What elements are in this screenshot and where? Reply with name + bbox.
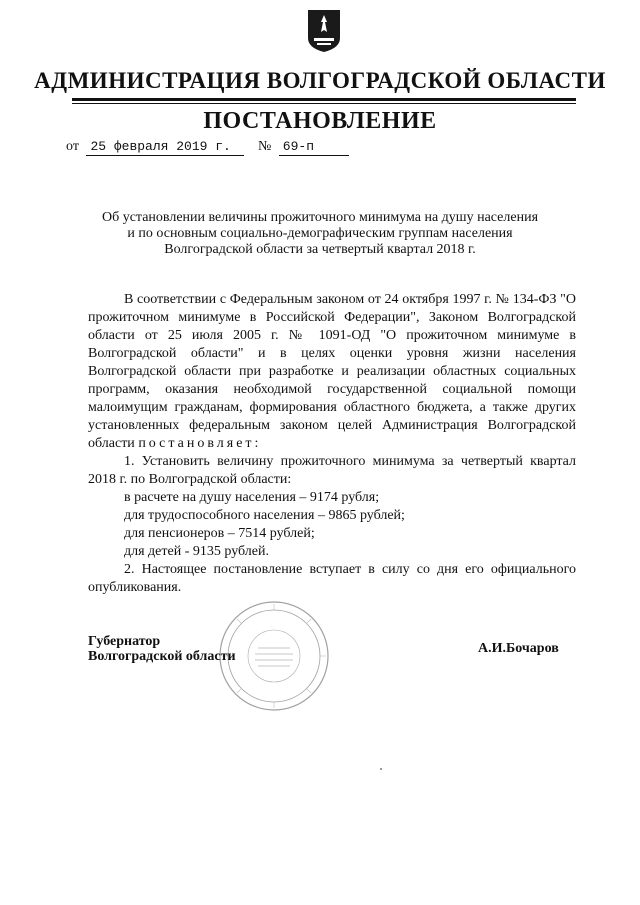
number-value: 69-п (279, 139, 349, 156)
header-rule-thick (72, 98, 576, 101)
subject-line: Волгоградской области за четвертый квартал 2018 г. (164, 242, 476, 257)
preamble-paragraph (88, 291, 576, 453)
item-1-paragraph: 1. Установить величину прожиточного минимума за четвертый квартал 2018 г. по Волгоградской области: (88, 454, 576, 487)
decree-word: постановляет: (138, 436, 262, 451)
header-rule-thin (72, 103, 576, 104)
signature-position (88, 634, 236, 664)
preamble-text: В соответствии с Федеральным законом от 24 октября 1997 г. № 134-ФЗ "О прожиточном минимуме в Российской Федерации", Законом Волгоградской области от 25 июля 2005 г. № 1091-ОД "О прожиточном минимуме в Волгоградской области" и в целях оценки уровня жизни населения Волгоградской области при разработке и реализации областных социальных программ, оказания необходимой государственной социальной помощи малоимущим гражданам, формирования областного бюджета, а также других установленных федеральным законом целей Администрация Волгоградской области (88, 292, 576, 451)
subject-line: и по основным социально-демографическим группам населения (127, 226, 513, 241)
document-subject (60, 210, 580, 258)
sub-item-working-age: для трудоспособного населения – 9865 рублей; (124, 508, 405, 523)
date-number-line (66, 139, 349, 156)
scan-dot (380, 768, 382, 770)
date-label: от (66, 139, 79, 154)
signature-position-line: Губернатор (88, 634, 161, 649)
document-body (88, 291, 576, 597)
sub-item-per-capita: в расчете на душу населения – 9174 рубля; (124, 490, 380, 505)
organization-title: АДМИНИСТРАЦИЯ ВОЛГОГРАДСКОЙ ОБЛАСТИ (34, 68, 606, 93)
sub-item-children: для детей - 9135 рублей. (124, 544, 269, 559)
signature-position-line: Волгоградской области (88, 649, 236, 664)
number-label: № (257, 139, 272, 154)
signer-name: А.И.Бочаров (478, 641, 559, 656)
sub-item-pensioners: для пенсионеров – 7514 рублей; (124, 526, 315, 541)
date-value: 25 февраля 2019 г. (86, 139, 244, 156)
subject-line: Об установлении величины прожиточного минимума на душу населения (101, 210, 539, 225)
coat-of-arms-icon (306, 8, 342, 54)
document-type-title: ПОСТАНОВЛЕНИЕ (203, 108, 437, 134)
item-2-paragraph: 2. Настоящее постановление вступает в силу со дня его официального опубликования. (88, 562, 576, 595)
